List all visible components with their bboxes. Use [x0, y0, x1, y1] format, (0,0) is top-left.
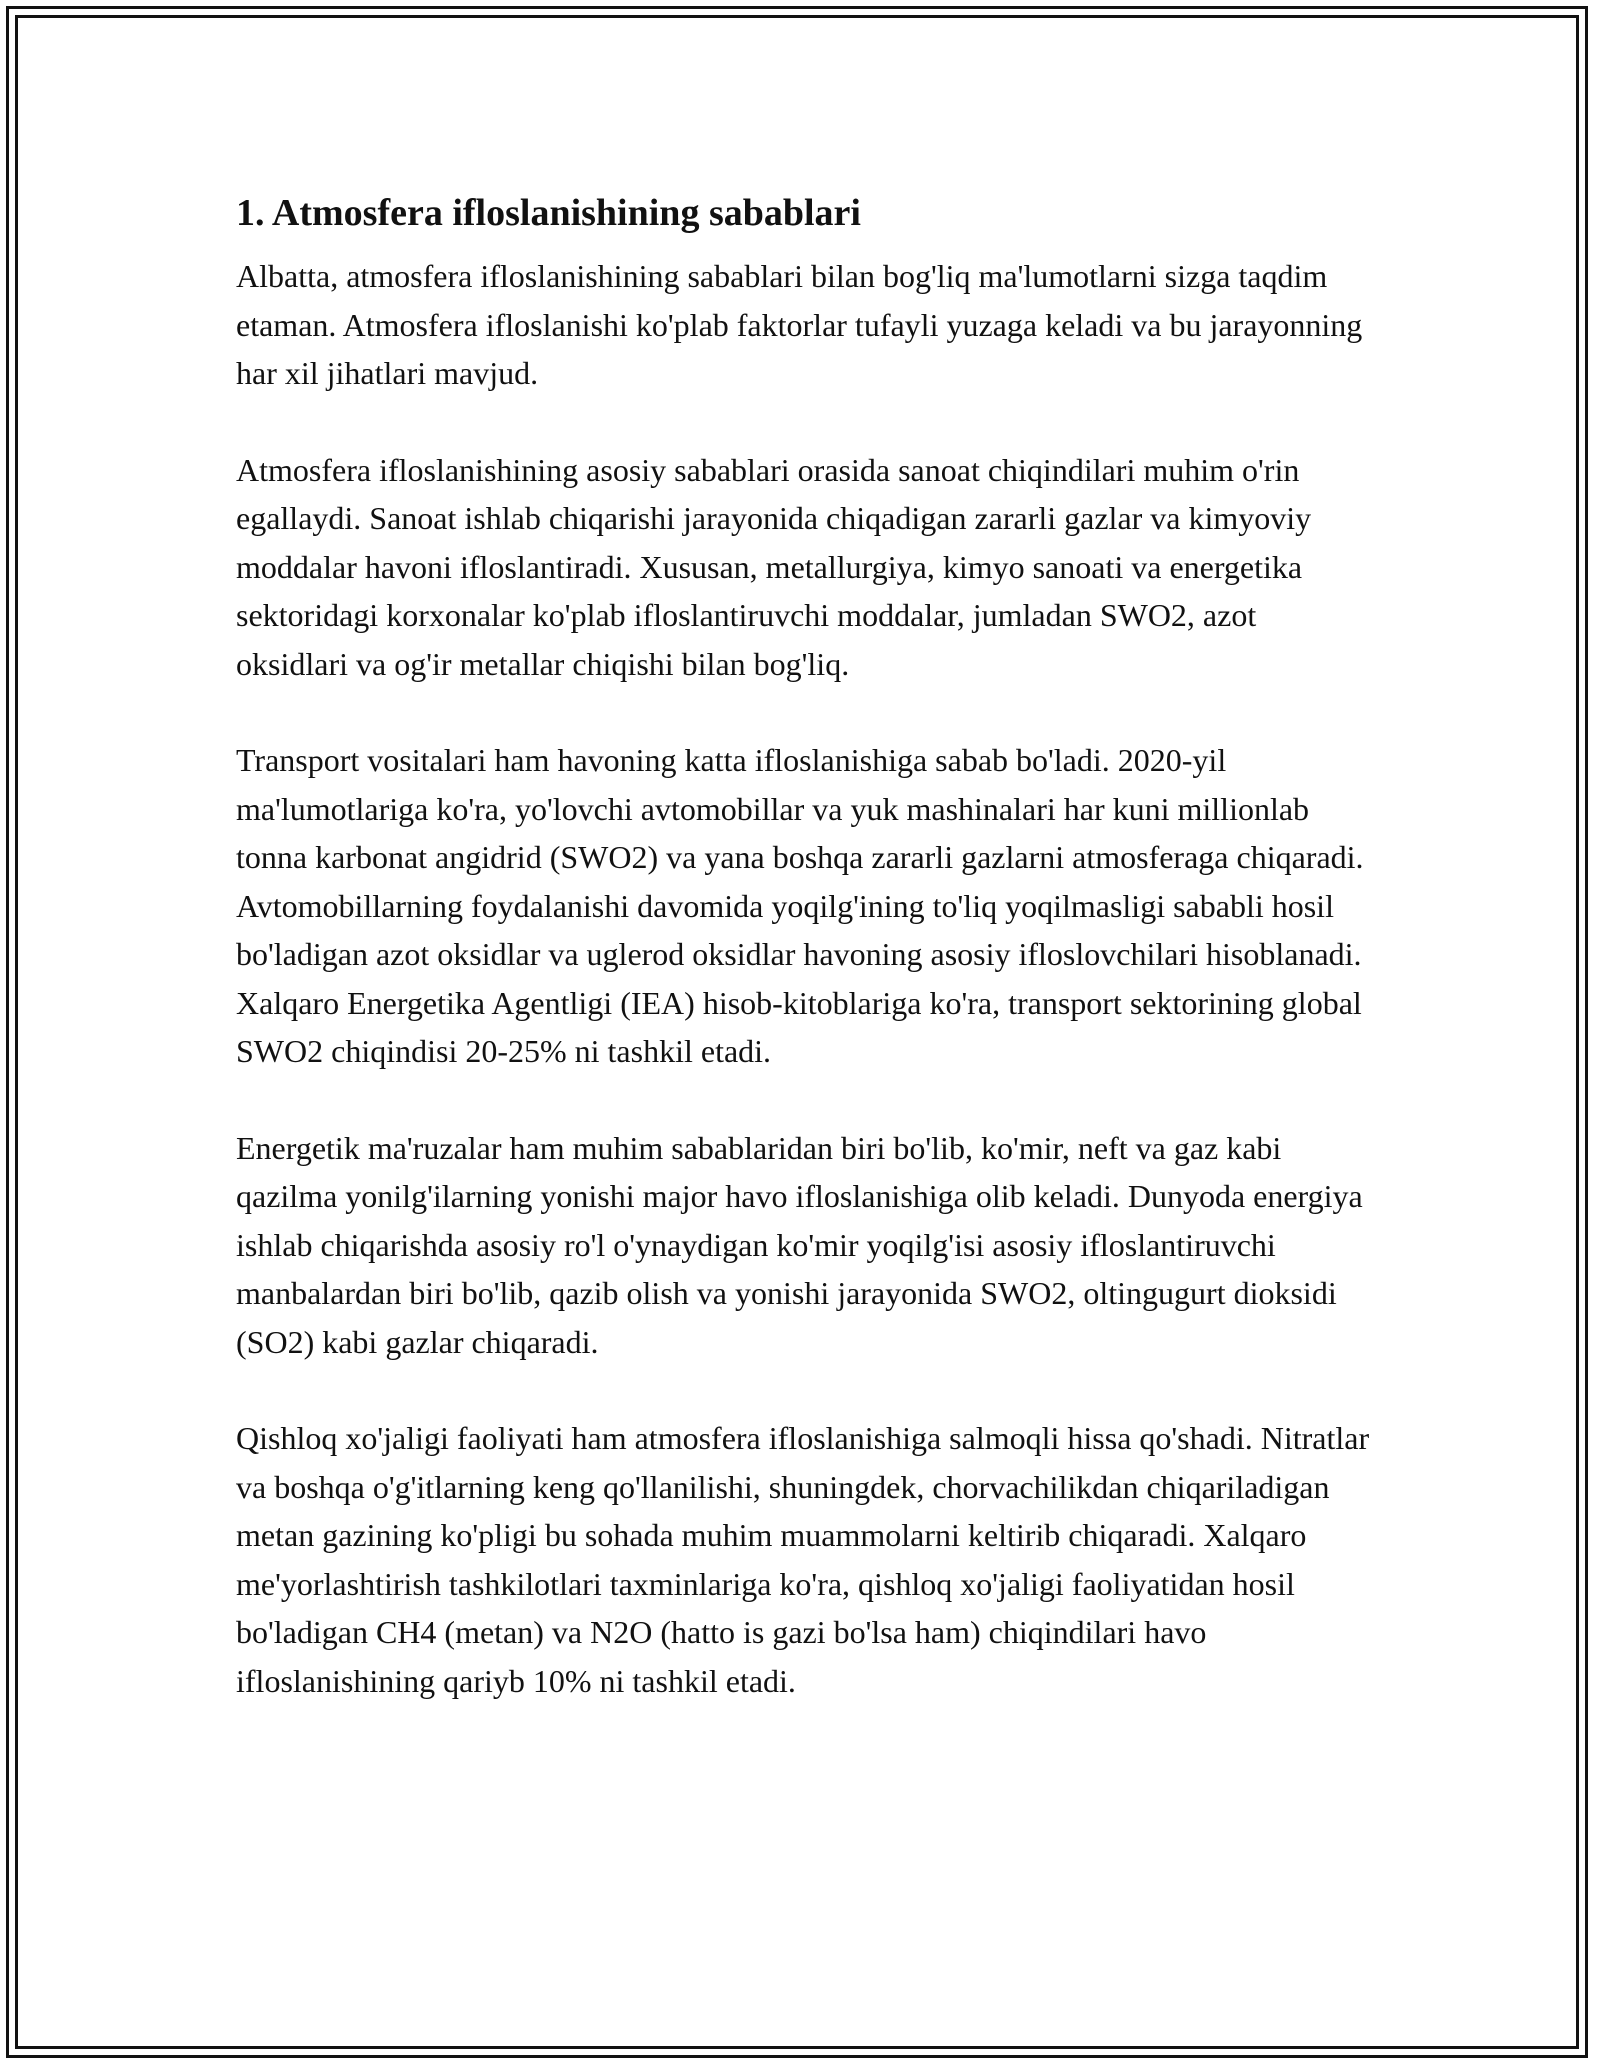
paragraph-transport: Transport vositalari ham havoning katta ifloslanishiga sabab bo'ladi. 2020-yil ma'lumotlariga ko'ra, yo'lovchi avtomobillar va yuk mashinalari har kuni millionlab tonna karbonat angidrid (SWO2) va yana boshqa zararli gazlarni atmosferaga chiqaradi. Avtomobillarning foydalanishi davomida yoqilg'ining to'liq yoqilmasligi sababli hosil bo'ladigan azot oksidlar va uglerod oksidlar havoning asosiy ifloslovchilari hisoblanadi. Xalqaro Energetika Agentligi (IEA) hisob-kitoblariga ko'ra, transport sektorining global SWO2 chiqindisi 20-25% ni tashkil etadi. — [236, 742, 1364, 1069]
paragraph-industry: Atmosfera ifloslanishining asosiy sabablari orasida sanoat chiqindilari muhim o'rin egallaydi. Sanoat ishlab chiqarishi jarayonida chiqadigan zararli gazlar va kimyoviy moddalar havoni ifloslantiradi. Xususan, metallurgiya, kimyo sanoati va energetika sektoridagi korxonalar ko'plab ifloslantiruvchi moddalar, jumladan SWO2, azot oksidlari va og'ir metallar chiqishi bilan bog'liq. — [236, 451, 1312, 682]
paragraph-agriculture: Qishloq xo'jaligi faoliyati ham atmosfera ifloslanishiga salmoqli hissa qo'shadi. Nitratlar va boshqa o'g'itlarning keng qo'llanilishi, shuningdek, chorvachilikdan chiqariladigan metan gazining ko'pligi bu sohada muhim muammolarni keltirib chiqaradi. Xalqaro me'yorlashtirish tashkilotlari taxminlariga ko'ra, qishloq xo'jaligi faoliyatidan hosil bo'ladigan CH4 (metan) va N2O (hatto is gazi bo'lsa ham) chiqindilari havo ifloslanishining qariyb 10% ni tashkil etadi. — [236, 1420, 1370, 1699]
document-body — [236, 188, 1370, 1705]
paragraph-intro: Albatta, atmosfera ifloslanishining sabablari bilan bog'liq ma'lumotlarni sizga taqdim etaman. Atmosfera ifloslanishi ko'plab faktorlar tufayli yuzaga keladi va bu jarayonning har xil jihatlari mavjud. — [236, 258, 1363, 391]
section-heading: 1. Atmosfera ifloslanishining sabablari — [236, 192, 861, 234]
paragraph-energy: Energetik ma'ruzalar ham muhim sabablaridan biri bo'lib, ko'mir, neft va gaz kabi qazilma yonilg'ilarning yonishi major havo ifloslanishiga olib keladi. Dunyoda energiya ishlab chiqarishda asosiy ro'l o'ynaydigan ko'mir yoqilg'isi asosiy ifloslantiruvchi manbalardan biri bo'lib, qazib olish va yonishi jarayonida SWO2, oltingugurt dioksidi (SO2) kabi gazlar chiqaradi. — [236, 1129, 1363, 1360]
